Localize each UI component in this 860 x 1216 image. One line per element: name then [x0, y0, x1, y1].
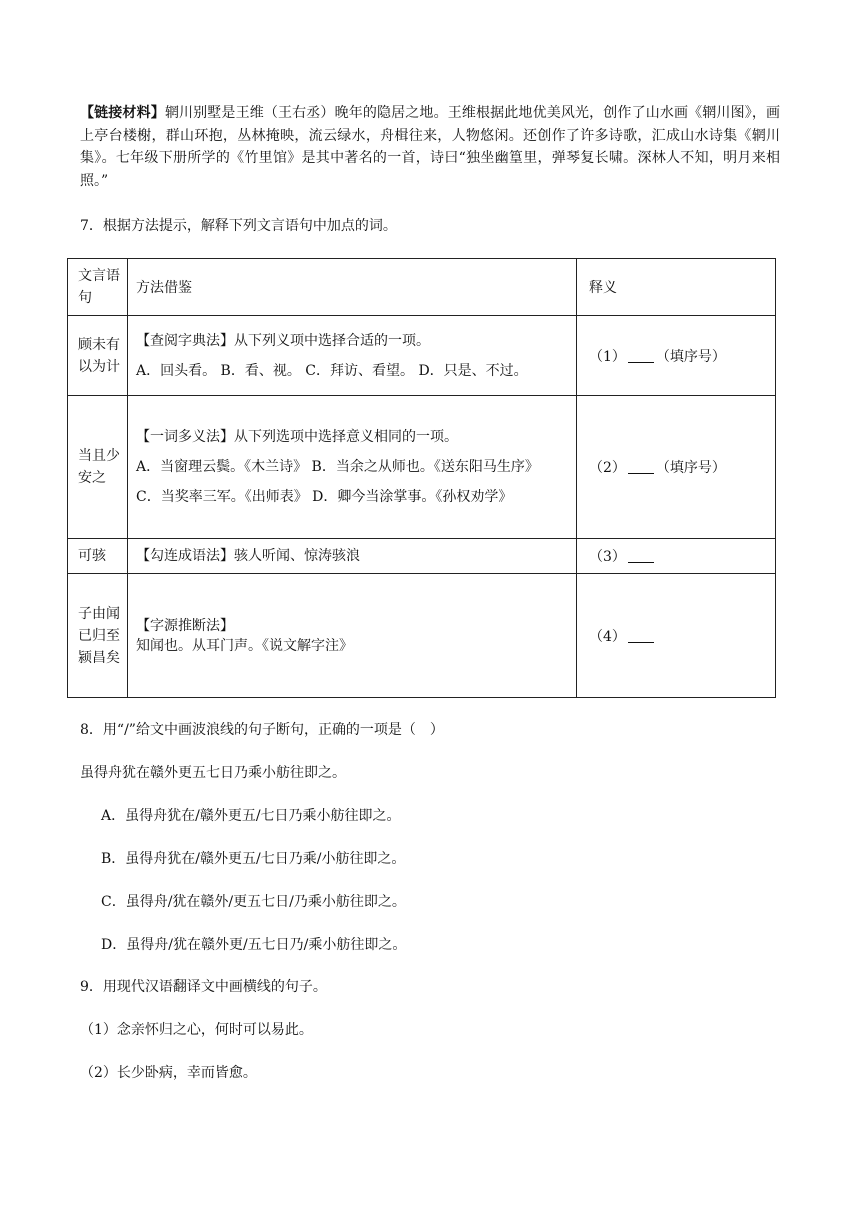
table-row: [68, 539, 776, 574]
q8-sentence: 虽得舟犹在赣外更五七日乃乘小舫往即之。: [80, 765, 346, 781]
row-method: [128, 316, 577, 396]
header-meaning: 释义: [577, 259, 776, 316]
answer-prefix: （3）: [589, 549, 626, 565]
row-answer: [577, 316, 776, 396]
answer-prefix: （2）: [589, 460, 626, 476]
method-line: 【一词多义法】从下列选项中选择意义相同的一项。: [136, 429, 458, 445]
row-answer: [577, 396, 776, 539]
row-sentence: 子由闻已归至颍昌矣: [68, 574, 128, 698]
header-method: 方法借鉴: [128, 259, 577, 316]
row-answer: [577, 539, 776, 574]
answer-blank[interactable]: [628, 348, 654, 363]
method-line: 知闻也。从耳门声。《说文解字注》: [136, 637, 353, 654]
method-line: 【查阅字典法】从下列义项中选择合适的一项。: [136, 332, 430, 349]
q7-table: [67, 258, 776, 698]
answer-blank[interactable]: [628, 459, 654, 474]
q9-item-2: （2）长少卧病，幸而皆愈。: [80, 1065, 257, 1081]
row-sentence: 可骇: [68, 539, 128, 574]
method-line: 【字源推断法】: [136, 617, 234, 634]
table-row: [68, 574, 776, 698]
method-line: A．当窗理云鬓。《木兰诗》 B．当余之从师也。《送东阳马生序》: [136, 459, 539, 475]
q8-option-c[interactable]: C．虽得舟/犹在赣外/更五七日/乃乘小舫往即之。: [101, 894, 406, 910]
row-sentence: 顾未有以为计: [68, 316, 128, 396]
q8-option-d[interactable]: D．虽得舟/犹在赣外更/五七日乃/乘小舫往即之。: [101, 937, 407, 953]
q8-option-a[interactable]: A．虽得舟犹在/赣外更五/七日乃乘小舫往即之。: [101, 808, 401, 824]
method-line: C．当奖率三军。《出师表》 D．卿今当涂掌事。《孙权劝学》: [136, 489, 513, 505]
answer-blank[interactable]: [628, 628, 654, 643]
answer-blank[interactable]: [628, 548, 654, 563]
link-material-text: 辋川别墅是王维（王右丞）晚年的隐居之地。王维根据此地优美风光，创作了山水画《辋川图》，画上亭台楼榭，群山环抱，丛林掩映，流云绿水，舟楫往来，人物悠闲。还创作了许多诗歌，汇成山水诗集《辋川集》。七年级下册所学的《竹里馆》是其中著名的一首，诗曰“独坐幽篁里，弹琴复长啸。深林人不知，明月来相照。”: [80, 105, 780, 189]
link-material-label: 【链接材料】: [80, 105, 165, 121]
table-row: [68, 396, 776, 539]
row-method: [128, 396, 577, 539]
q9-item-1: （1）念亲怀归之心，何时可以易此。: [80, 1022, 313, 1038]
table-row: [68, 316, 776, 396]
q9-title: 9．用现代汉语翻译文中画横线的句子。: [80, 979, 327, 995]
q8-option-b[interactable]: B．虽得舟犹在/赣外更五/七日乃乘/小舫往即之。: [101, 851, 406, 867]
answer-suffix: （填序号）: [655, 460, 726, 476]
answer-suffix: （填序号）: [655, 348, 726, 365]
answer-prefix: （1）: [589, 348, 626, 365]
row-answer: [577, 574, 776, 698]
q8-title: 8．用“/”给文中画波浪线的句子断句，正确的一项是（ ）: [80, 722, 444, 738]
row-sentence: 当且少安之: [68, 396, 128, 539]
header-sentence: 文言语句: [68, 259, 128, 316]
answer-prefix: （4）: [589, 628, 626, 645]
row-method: [128, 539, 577, 574]
row-method: [128, 574, 577, 698]
method-line: A．回头看。 B．看、视。 C．拜访、看望。 D．只是、不过。: [136, 362, 528, 379]
q7-title: 7．根据方法提示，解释下列文言语句中加点的词。: [80, 218, 397, 234]
method-line: 【勾连成语法】骇人听闻、惊涛骇浪: [136, 548, 360, 564]
link-material-paragraph: [80, 102, 780, 192]
table-header-row: [68, 259, 776, 316]
